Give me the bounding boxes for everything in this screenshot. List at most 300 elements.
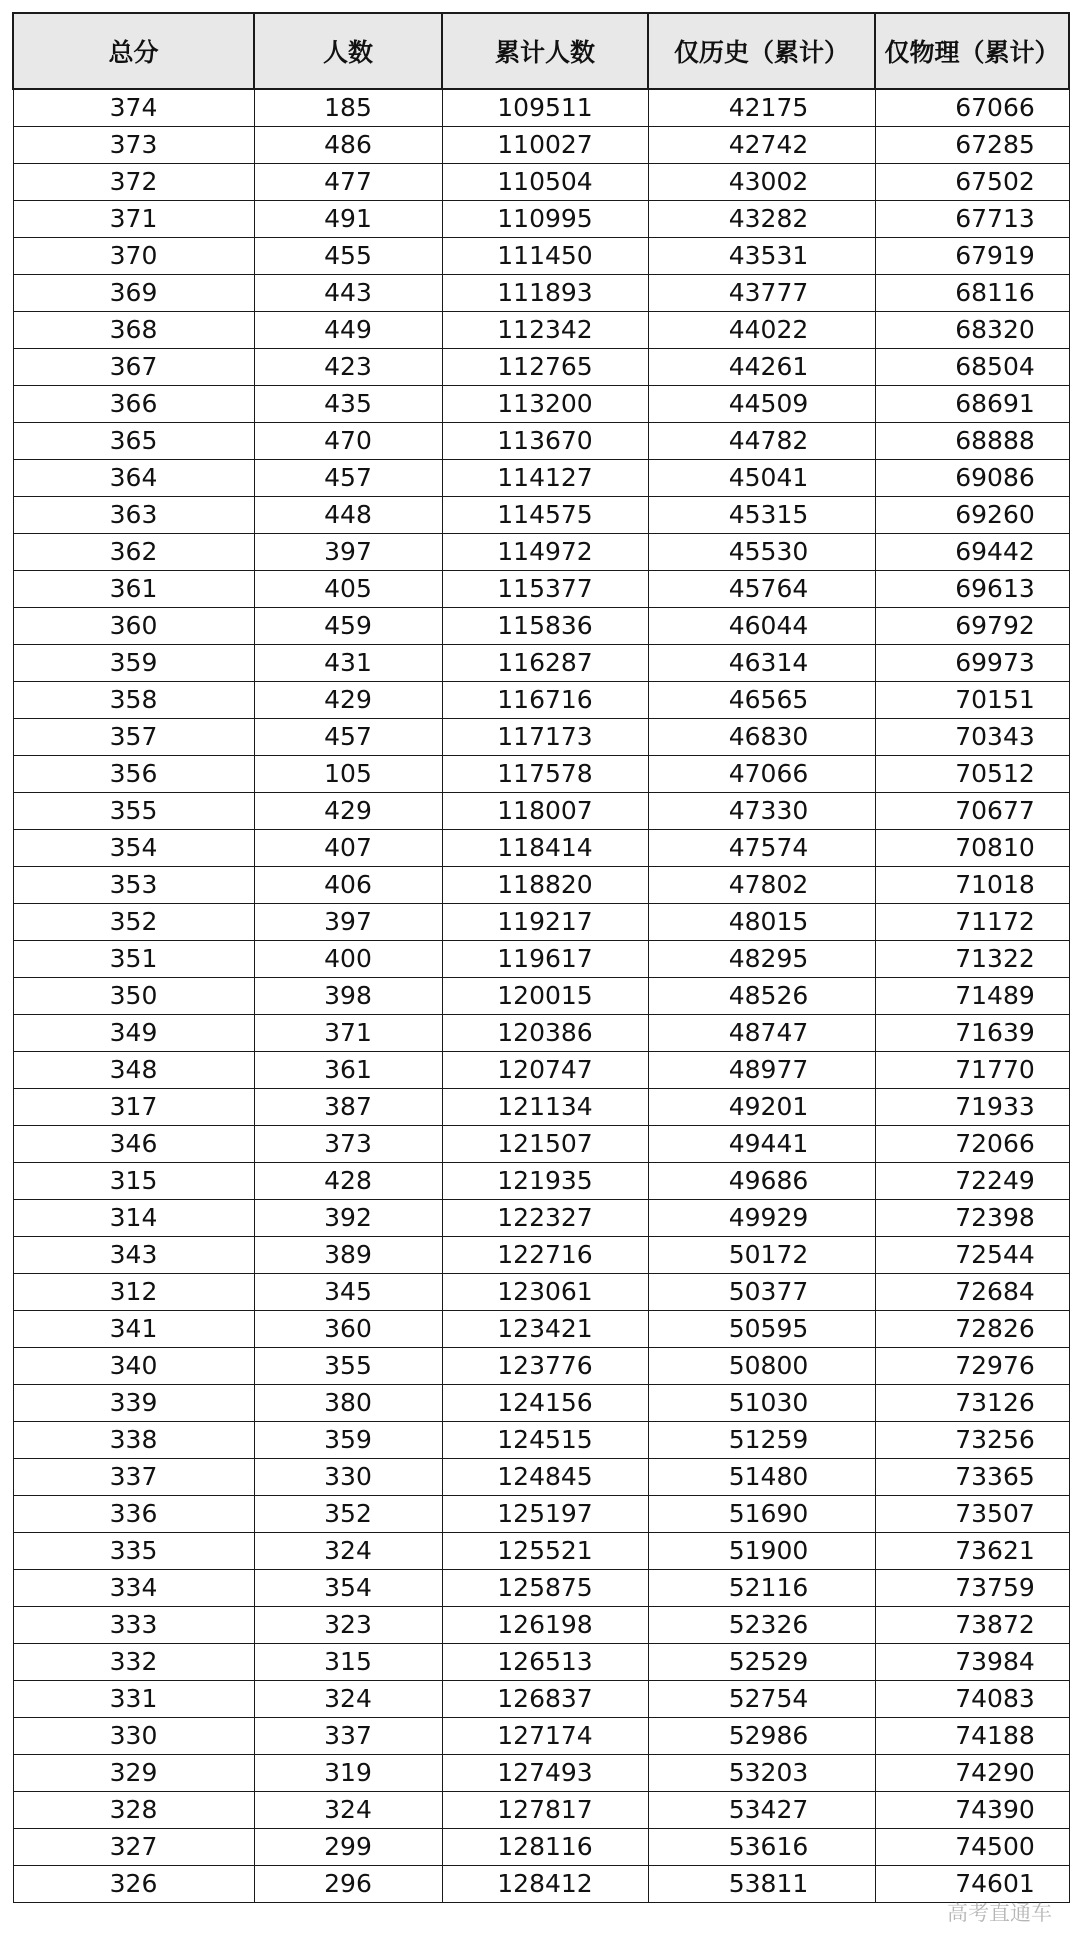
- cell-cumulative-count: 126837: [442, 1681, 648, 1718]
- cell-count: 361: [254, 1052, 442, 1089]
- cell-total-score: 339: [13, 1385, 254, 1422]
- cell-total-score: 335: [13, 1533, 254, 1570]
- cell-count: 345: [254, 1274, 442, 1311]
- cell-count: 486: [254, 127, 442, 164]
- cell-cumulative-count: 128116: [442, 1829, 648, 1866]
- cell-history-only-cumulative: 50800: [648, 1348, 875, 1385]
- cell-history-only-cumulative: 46314: [648, 645, 875, 682]
- cell-physics-only-cumulative: 67066: [875, 89, 1069, 127]
- cell-count: 324: [254, 1681, 442, 1718]
- cell-history-only-cumulative: 44261: [648, 349, 875, 386]
- watermark-text: 高考直通车: [947, 1901, 1052, 1925]
- table-row: [13, 238, 1069, 275]
- cell-history-only-cumulative: 52326: [648, 1607, 875, 1644]
- table-row: [13, 978, 1069, 1015]
- cell-count: 105: [254, 756, 442, 793]
- cell-history-only-cumulative: 47330: [648, 793, 875, 830]
- cell-cumulative-count: 123421: [442, 1311, 648, 1348]
- cell-total-score: 367: [13, 349, 254, 386]
- table-row: [13, 756, 1069, 793]
- table-row: [13, 867, 1069, 904]
- cell-physics-only-cumulative: 74290: [875, 1755, 1069, 1792]
- table-row: [13, 1607, 1069, 1644]
- cell-count: 429: [254, 682, 442, 719]
- cell-cumulative-count: 116287: [442, 645, 648, 682]
- cell-cumulative-count: 114127: [442, 460, 648, 497]
- table-row: [13, 1681, 1069, 1718]
- cell-physics-only-cumulative: 69973: [875, 645, 1069, 682]
- cell-physics-only-cumulative: 71018: [875, 867, 1069, 904]
- cell-cumulative-count: 111893: [442, 275, 648, 312]
- cell-history-only-cumulative: 44022: [648, 312, 875, 349]
- cell-cumulative-count: 124156: [442, 1385, 648, 1422]
- cell-physics-only-cumulative: 68691: [875, 386, 1069, 423]
- cell-total-score: 329: [13, 1755, 254, 1792]
- cell-physics-only-cumulative: 68320: [875, 312, 1069, 349]
- table-row: [13, 1755, 1069, 1792]
- cell-count: 457: [254, 719, 442, 756]
- cell-cumulative-count: 118414: [442, 830, 648, 867]
- table-row: [13, 608, 1069, 645]
- cell-total-score: 354: [13, 830, 254, 867]
- cell-cumulative-count: 110027: [442, 127, 648, 164]
- cell-count: 392: [254, 1200, 442, 1237]
- cell-cumulative-count: 118007: [442, 793, 648, 830]
- header-count: 人数: [254, 13, 442, 89]
- cell-total-score: 369: [13, 275, 254, 312]
- cell-cumulative-count: 123061: [442, 1274, 648, 1311]
- cell-total-score: 312: [13, 1274, 254, 1311]
- cell-physics-only-cumulative: 70151: [875, 682, 1069, 719]
- cell-physics-only-cumulative: 70343: [875, 719, 1069, 756]
- table-row: [13, 1533, 1069, 1570]
- header-total-score: 总分: [13, 13, 254, 89]
- cell-physics-only-cumulative: 67285: [875, 127, 1069, 164]
- cell-total-score: 358: [13, 682, 254, 719]
- table-row: [13, 1644, 1069, 1681]
- cell-history-only-cumulative: 48015: [648, 904, 875, 941]
- score-distribution-table: [12, 12, 1070, 1903]
- cell-history-only-cumulative: 50595: [648, 1311, 875, 1348]
- table-row: [13, 1496, 1069, 1533]
- table-row: [13, 645, 1069, 682]
- table-row: [13, 312, 1069, 349]
- cell-physics-only-cumulative: 71172: [875, 904, 1069, 941]
- cell-count: 457: [254, 460, 442, 497]
- cell-count: 360: [254, 1311, 442, 1348]
- cell-cumulative-count: 125197: [442, 1496, 648, 1533]
- cell-history-only-cumulative: 45041: [648, 460, 875, 497]
- cell-history-only-cumulative: 45530: [648, 534, 875, 571]
- cell-count: 380: [254, 1385, 442, 1422]
- cell-physics-only-cumulative: 74083: [875, 1681, 1069, 1718]
- cell-history-only-cumulative: 52529: [648, 1644, 875, 1681]
- cell-physics-only-cumulative: 69086: [875, 460, 1069, 497]
- cell-cumulative-count: 112342: [442, 312, 648, 349]
- cell-cumulative-count: 127174: [442, 1718, 648, 1755]
- table-row: [13, 460, 1069, 497]
- table-row: [13, 1792, 1069, 1829]
- cell-physics-only-cumulative: 74500: [875, 1829, 1069, 1866]
- cell-total-score: 361: [13, 571, 254, 608]
- table-row: [13, 904, 1069, 941]
- cell-history-only-cumulative: 45315: [648, 497, 875, 534]
- cell-count: 431: [254, 645, 442, 682]
- table-row: [13, 534, 1069, 571]
- cell-physics-only-cumulative: 74601: [875, 1866, 1069, 1903]
- cell-count: 371: [254, 1015, 442, 1052]
- cell-physics-only-cumulative: 74390: [875, 1792, 1069, 1829]
- cell-history-only-cumulative: 50172: [648, 1237, 875, 1274]
- cell-total-score: 365: [13, 423, 254, 460]
- cell-physics-only-cumulative: 72544: [875, 1237, 1069, 1274]
- header-row: [13, 13, 1069, 89]
- table-row: [13, 1163, 1069, 1200]
- cell-history-only-cumulative: 52116: [648, 1570, 875, 1607]
- cell-cumulative-count: 117173: [442, 719, 648, 756]
- cell-history-only-cumulative: 49201: [648, 1089, 875, 1126]
- cell-count: 319: [254, 1755, 442, 1792]
- header-physics-only-cumulative: 仅物理（累计）: [875, 13, 1069, 89]
- table-row: [13, 830, 1069, 867]
- cell-history-only-cumulative: 47574: [648, 830, 875, 867]
- cell-total-score: 359: [13, 645, 254, 682]
- cell-history-only-cumulative: 47802: [648, 867, 875, 904]
- cell-cumulative-count: 117578: [442, 756, 648, 793]
- cell-physics-only-cumulative: 71489: [875, 978, 1069, 1015]
- cell-cumulative-count: 114972: [442, 534, 648, 571]
- cell-history-only-cumulative: 47066: [648, 756, 875, 793]
- cell-physics-only-cumulative: 72684: [875, 1274, 1069, 1311]
- cell-count: 470: [254, 423, 442, 460]
- cell-physics-only-cumulative: 72826: [875, 1311, 1069, 1348]
- cell-count: 400: [254, 941, 442, 978]
- cell-count: 373: [254, 1126, 442, 1163]
- cell-history-only-cumulative: 48977: [648, 1052, 875, 1089]
- cell-count: 428: [254, 1163, 442, 1200]
- table-header: [13, 13, 1069, 89]
- cell-physics-only-cumulative: 72249: [875, 1163, 1069, 1200]
- cell-count: 296: [254, 1866, 442, 1903]
- cell-physics-only-cumulative: 67502: [875, 164, 1069, 201]
- cell-count: 324: [254, 1792, 442, 1829]
- cell-count: 397: [254, 534, 442, 571]
- cell-physics-only-cumulative: 69613: [875, 571, 1069, 608]
- cell-cumulative-count: 112765: [442, 349, 648, 386]
- cell-count: 352: [254, 1496, 442, 1533]
- cell-total-score: 332: [13, 1644, 254, 1681]
- table-row: [13, 1718, 1069, 1755]
- cell-count: 359: [254, 1422, 442, 1459]
- table-row: [13, 1274, 1069, 1311]
- cell-physics-only-cumulative: 68888: [875, 423, 1069, 460]
- table-row: [13, 1126, 1069, 1163]
- cell-cumulative-count: 123776: [442, 1348, 648, 1385]
- cell-history-only-cumulative: 48295: [648, 941, 875, 978]
- cell-cumulative-count: 120386: [442, 1015, 648, 1052]
- cell-cumulative-count: 125875: [442, 1570, 648, 1607]
- cell-cumulative-count: 113200: [442, 386, 648, 423]
- table-row: [13, 1866, 1069, 1903]
- cell-history-only-cumulative: 48526: [648, 978, 875, 1015]
- cell-total-score: 315: [13, 1163, 254, 1200]
- cell-history-only-cumulative: 51259: [648, 1422, 875, 1459]
- cell-history-only-cumulative: 43531: [648, 238, 875, 275]
- cell-total-score: 349: [13, 1015, 254, 1052]
- cell-history-only-cumulative: 50377: [648, 1274, 875, 1311]
- cell-history-only-cumulative: 43002: [648, 164, 875, 201]
- cell-count: 429: [254, 793, 442, 830]
- cell-physics-only-cumulative: 71933: [875, 1089, 1069, 1126]
- table-row: [13, 201, 1069, 238]
- cell-total-score: 346: [13, 1126, 254, 1163]
- cell-cumulative-count: 110995: [442, 201, 648, 238]
- cell-total-score: 352: [13, 904, 254, 941]
- cell-count: 389: [254, 1237, 442, 1274]
- cell-physics-only-cumulative: 69792: [875, 608, 1069, 645]
- cell-total-score: 338: [13, 1422, 254, 1459]
- cell-total-score: 366: [13, 386, 254, 423]
- cell-count: 491: [254, 201, 442, 238]
- cell-cumulative-count: 120747: [442, 1052, 648, 1089]
- cell-count: 449: [254, 312, 442, 349]
- cell-cumulative-count: 119617: [442, 941, 648, 978]
- header-cumulative-count: 累计人数: [442, 13, 648, 89]
- cell-total-score: 351: [13, 941, 254, 978]
- table-row: [13, 1015, 1069, 1052]
- cell-total-score: 327: [13, 1829, 254, 1866]
- cell-count: 354: [254, 1570, 442, 1607]
- cell-cumulative-count: 115836: [442, 608, 648, 645]
- cell-total-score: 370: [13, 238, 254, 275]
- table-row: [13, 1385, 1069, 1422]
- cell-history-only-cumulative: 51690: [648, 1496, 875, 1533]
- cell-total-score: 371: [13, 201, 254, 238]
- table-row: [13, 497, 1069, 534]
- cell-cumulative-count: 126198: [442, 1607, 648, 1644]
- cell-cumulative-count: 124515: [442, 1422, 648, 1459]
- cell-count: 405: [254, 571, 442, 608]
- cell-history-only-cumulative: 46044: [648, 608, 875, 645]
- cell-count: 443: [254, 275, 442, 312]
- cell-cumulative-count: 122327: [442, 1200, 648, 1237]
- cell-physics-only-cumulative: 73256: [875, 1422, 1069, 1459]
- table-row: [13, 1237, 1069, 1274]
- cell-total-score: 314: [13, 1200, 254, 1237]
- cell-physics-only-cumulative: 68116: [875, 275, 1069, 312]
- cell-physics-only-cumulative: 73507: [875, 1496, 1069, 1533]
- cell-physics-only-cumulative: 67713: [875, 201, 1069, 238]
- cell-physics-only-cumulative: 73984: [875, 1644, 1069, 1681]
- cell-cumulative-count: 122716: [442, 1237, 648, 1274]
- cell-history-only-cumulative: 48747: [648, 1015, 875, 1052]
- cell-cumulative-count: 116716: [442, 682, 648, 719]
- cell-total-score: 328: [13, 1792, 254, 1829]
- cell-total-score: 330: [13, 1718, 254, 1755]
- cell-total-score: 363: [13, 497, 254, 534]
- cell-history-only-cumulative: 53616: [648, 1829, 875, 1866]
- cell-history-only-cumulative: 43282: [648, 201, 875, 238]
- cell-total-score: 355: [13, 793, 254, 830]
- table-row: [13, 793, 1069, 830]
- cell-total-score: 348: [13, 1052, 254, 1089]
- cell-physics-only-cumulative: 71770: [875, 1052, 1069, 1089]
- cell-cumulative-count: 110504: [442, 164, 648, 201]
- table-row: [13, 423, 1069, 460]
- cell-history-only-cumulative: 42742: [648, 127, 875, 164]
- cell-total-score: 360: [13, 608, 254, 645]
- cell-count: 337: [254, 1718, 442, 1755]
- cell-history-only-cumulative: 53811: [648, 1866, 875, 1903]
- cell-total-score: 368: [13, 312, 254, 349]
- cell-cumulative-count: 126513: [442, 1644, 648, 1681]
- cell-cumulative-count: 120015: [442, 978, 648, 1015]
- cell-history-only-cumulative: 49441: [648, 1126, 875, 1163]
- table-row: [13, 1311, 1069, 1348]
- table-row: [13, 1200, 1069, 1237]
- cell-total-score: 326: [13, 1866, 254, 1903]
- cell-physics-only-cumulative: 73365: [875, 1459, 1069, 1496]
- cell-total-score: 331: [13, 1681, 254, 1718]
- table-row: [13, 89, 1069, 127]
- cell-total-score: 372: [13, 164, 254, 201]
- cell-physics-only-cumulative: 69442: [875, 534, 1069, 571]
- cell-total-score: 350: [13, 978, 254, 1015]
- cell-history-only-cumulative: 53427: [648, 1792, 875, 1829]
- cell-physics-only-cumulative: 70512: [875, 756, 1069, 793]
- cell-cumulative-count: 115377: [442, 571, 648, 608]
- cell-history-only-cumulative: 51030: [648, 1385, 875, 1422]
- cell-count: 387: [254, 1089, 442, 1126]
- cell-cumulative-count: 121935: [442, 1163, 648, 1200]
- cell-cumulative-count: 113670: [442, 423, 648, 460]
- table-row: [13, 1829, 1069, 1866]
- cell-physics-only-cumulative: 73126: [875, 1385, 1069, 1422]
- cell-history-only-cumulative: 44509: [648, 386, 875, 423]
- cell-total-score: 357: [13, 719, 254, 756]
- cell-cumulative-count: 127817: [442, 1792, 648, 1829]
- cell-cumulative-count: 119217: [442, 904, 648, 941]
- cell-total-score: 374: [13, 89, 254, 127]
- cell-count: 398: [254, 978, 442, 1015]
- table-body: [13, 89, 1069, 1903]
- table-row: [13, 386, 1069, 423]
- table-row: [13, 571, 1069, 608]
- cell-cumulative-count: 121507: [442, 1126, 648, 1163]
- cell-total-score: 353: [13, 867, 254, 904]
- cell-count: 459: [254, 608, 442, 645]
- cell-physics-only-cumulative: 73872: [875, 1607, 1069, 1644]
- cell-physics-only-cumulative: 67919: [875, 238, 1069, 275]
- cell-history-only-cumulative: 52986: [648, 1718, 875, 1755]
- cell-cumulative-count: 125521: [442, 1533, 648, 1570]
- cell-count: 448: [254, 497, 442, 534]
- table-row: [13, 164, 1069, 201]
- cell-count: 330: [254, 1459, 442, 1496]
- cell-cumulative-count: 121134: [442, 1089, 648, 1126]
- table-row: [13, 682, 1069, 719]
- cell-count: 324: [254, 1533, 442, 1570]
- cell-total-score: 337: [13, 1459, 254, 1496]
- header-history-only-cumulative: 仅历史（累计）: [648, 13, 875, 89]
- cell-history-only-cumulative: 52754: [648, 1681, 875, 1718]
- cell-physics-only-cumulative: 72976: [875, 1348, 1069, 1385]
- cell-cumulative-count: 109511: [442, 89, 648, 127]
- cell-total-score: 336: [13, 1496, 254, 1533]
- cell-physics-only-cumulative: 68504: [875, 349, 1069, 386]
- cell-total-score: 362: [13, 534, 254, 571]
- table-row: [13, 1422, 1069, 1459]
- cell-cumulative-count: 114575: [442, 497, 648, 534]
- cell-history-only-cumulative: 49686: [648, 1163, 875, 1200]
- cell-cumulative-count: 127493: [442, 1755, 648, 1792]
- cell-history-only-cumulative: 42175: [648, 89, 875, 127]
- cell-history-only-cumulative: 46565: [648, 682, 875, 719]
- cell-cumulative-count: 111450: [442, 238, 648, 275]
- table-row: [13, 941, 1069, 978]
- cell-total-score: 341: [13, 1311, 254, 1348]
- cell-total-score: 343: [13, 1237, 254, 1274]
- cell-cumulative-count: 128412: [442, 1866, 648, 1903]
- cell-total-score: 364: [13, 460, 254, 497]
- cell-count: 355: [254, 1348, 442, 1385]
- table-row: [13, 275, 1069, 312]
- cell-count: 315: [254, 1644, 442, 1681]
- cell-count: 397: [254, 904, 442, 941]
- cell-count: 299: [254, 1829, 442, 1866]
- cell-total-score: 334: [13, 1570, 254, 1607]
- cell-count: 423: [254, 349, 442, 386]
- cell-physics-only-cumulative: 70677: [875, 793, 1069, 830]
- table-row: [13, 1459, 1069, 1496]
- cell-count: 407: [254, 830, 442, 867]
- cell-physics-only-cumulative: 72398: [875, 1200, 1069, 1237]
- cell-cumulative-count: 118820: [442, 867, 648, 904]
- cell-physics-only-cumulative: 72066: [875, 1126, 1069, 1163]
- cell-physics-only-cumulative: 70810: [875, 830, 1069, 867]
- cell-count: 323: [254, 1607, 442, 1644]
- table-row: [13, 1052, 1069, 1089]
- cell-total-score: 317: [13, 1089, 254, 1126]
- cell-physics-only-cumulative: 73621: [875, 1533, 1069, 1570]
- table-row: [13, 1348, 1069, 1385]
- cell-physics-only-cumulative: 73759: [875, 1570, 1069, 1607]
- cell-total-score: 356: [13, 756, 254, 793]
- cell-physics-only-cumulative: 69260: [875, 497, 1069, 534]
- cell-physics-only-cumulative: 71639: [875, 1015, 1069, 1052]
- table-row: [13, 719, 1069, 756]
- cell-physics-only-cumulative: 74188: [875, 1718, 1069, 1755]
- cell-history-only-cumulative: 49929: [648, 1200, 875, 1237]
- cell-count: 477: [254, 164, 442, 201]
- cell-history-only-cumulative: 53203: [648, 1755, 875, 1792]
- cell-history-only-cumulative: 45764: [648, 571, 875, 608]
- cell-total-score: 333: [13, 1607, 254, 1644]
- cell-history-only-cumulative: 43777: [648, 275, 875, 312]
- cell-physics-only-cumulative: 71322: [875, 941, 1069, 978]
- cell-history-only-cumulative: 46830: [648, 719, 875, 756]
- table-row: [13, 1570, 1069, 1607]
- table-row: [13, 349, 1069, 386]
- cell-cumulative-count: 124845: [442, 1459, 648, 1496]
- cell-count: 406: [254, 867, 442, 904]
- cell-history-only-cumulative: 44782: [648, 423, 875, 460]
- cell-total-score: 373: [13, 127, 254, 164]
- table-row: [13, 1089, 1069, 1126]
- cell-total-score: 340: [13, 1348, 254, 1385]
- cell-count: 455: [254, 238, 442, 275]
- cell-count: 435: [254, 386, 442, 423]
